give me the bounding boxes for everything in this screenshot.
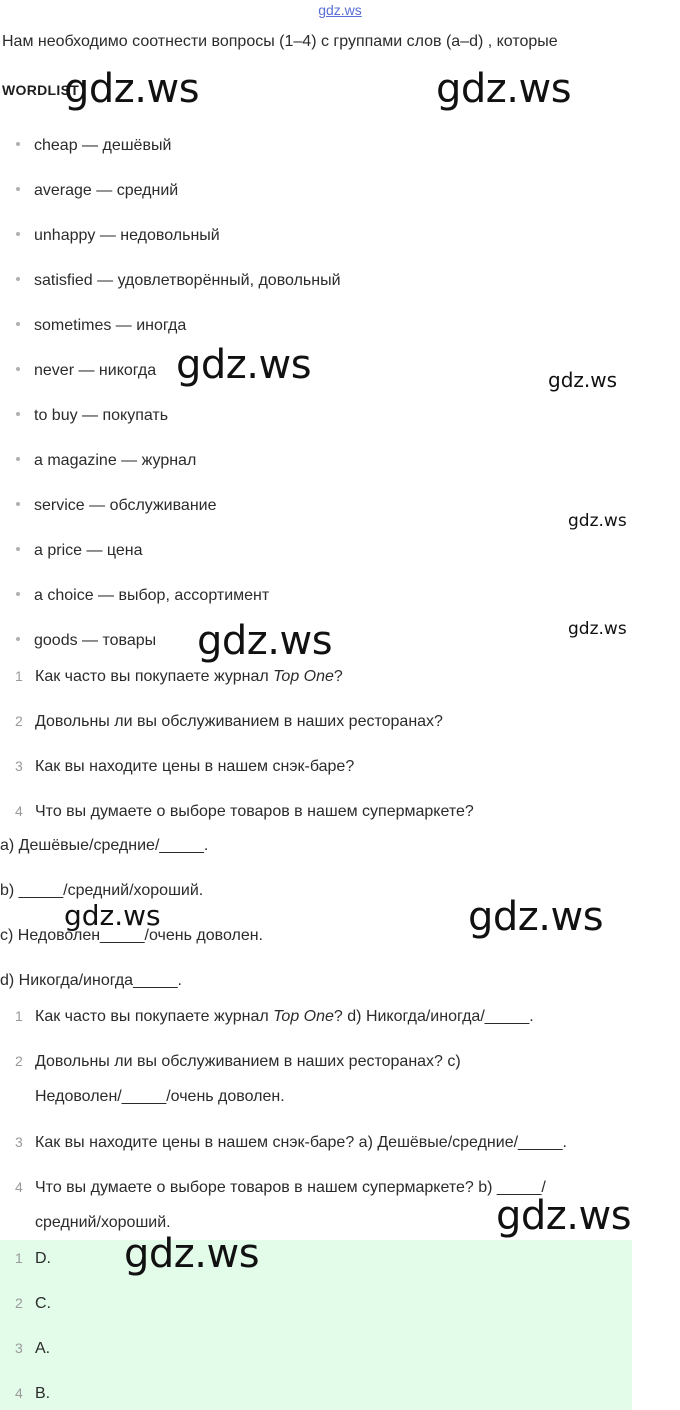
bullet-icon: [16, 187, 20, 191]
matched-item-continuation: Недоволен/_____/очень доволен.: [35, 1088, 285, 1105]
list-item: a price — цена: [16, 539, 143, 563]
watermark: gdz.ws: [197, 618, 333, 664]
watermark: gdz.ws: [124, 1231, 260, 1277]
wordlist-heading: WORDLIST: [2, 82, 80, 98]
answer-item: 3 A.: [15, 1340, 51, 1357]
question-item: 4 Что вы думаете о выборе товаров в нашем супермаркете?: [15, 803, 474, 820]
bullet-icon: [16, 502, 20, 506]
bullet-icon: [16, 367, 20, 371]
list-item: average — средний: [16, 179, 178, 203]
intro-text: Нам необходимо соотнести вопросы (1–4) с группами слов (a–d) , которые: [2, 33, 558, 50]
matched-item: 2 Довольны ли вы обслуживанием в наших ресторанах? c): [15, 1053, 461, 1070]
watermark: gdz.ws: [176, 342, 312, 388]
question-item: 3 Как вы находите цены в нашем снэк-баре?: [15, 758, 355, 775]
bullet-icon: [16, 592, 20, 596]
answer-item: 1 D.: [15, 1250, 51, 1267]
question-item: 2 Довольны ли вы обслуживанием в наших ресторанах?: [15, 713, 443, 730]
list-item: cheap — дешёвый: [16, 134, 171, 158]
question-item: 1 Как часто вы покупаете журнал Top One?: [15, 668, 343, 685]
bullet-icon: [16, 457, 20, 461]
answer-item: 2 C.: [15, 1295, 51, 1312]
list-item: service — обслуживание: [16, 494, 217, 518]
list-item: satisfied — удовлетворённый, довольный: [16, 269, 341, 293]
option-item: c) Недоволен_____/очень доволен.: [0, 927, 263, 944]
list-item: unhappy — недовольный: [16, 224, 220, 248]
watermark: gdz.ws: [568, 511, 627, 531]
matched-item: 1 Как часто вы покупаете журнал Top One? d) Никогда/иногда/_____.: [15, 1008, 534, 1025]
bullet-icon: [16, 547, 20, 551]
answer-item: 4 B.: [15, 1385, 51, 1402]
watermark: gdz.ws: [548, 368, 618, 392]
option-item: b) _____/средний/хороший.: [0, 882, 204, 899]
bullet-icon: [16, 322, 20, 326]
answers-panel: [0, 1240, 632, 1410]
watermark: gdz.ws: [436, 66, 572, 112]
bullet-icon: [16, 142, 20, 146]
site-link[interactable]: gdz.ws: [318, 2, 362, 18]
matched-item-continuation: средний/хороший.: [35, 1214, 171, 1231]
bullet-icon: [16, 232, 20, 236]
matched-item: 4 Что вы думаете о выборе товаров в нашем супермаркете? b) _____/: [15, 1179, 546, 1196]
option-item: d) Никогда/иногда_____.: [0, 972, 182, 989]
matched-item: 3 Как вы находите цены в нашем снэк-баре? a) Дешёвые/средние/_____.: [15, 1134, 567, 1151]
list-item: never — никогда: [16, 359, 156, 383]
list-item: goods — товары: [16, 629, 156, 653]
bullet-icon: [16, 637, 20, 641]
list-item: a magazine — журнал: [16, 449, 196, 473]
list-item: to buy — покупать: [16, 404, 168, 428]
watermark: gdz.ws: [468, 894, 604, 940]
watermark: gdz.ws: [64, 66, 200, 112]
watermark: gdz.ws: [568, 619, 627, 639]
list-item: a choice — выбор, ассортимент: [16, 584, 269, 608]
bullet-icon: [16, 277, 20, 281]
option-item: a) Дешёвые/средние/_____.: [0, 837, 209, 854]
watermark: gdz.ws: [496, 1193, 632, 1239]
bullet-icon: [16, 412, 20, 416]
list-item: sometimes — иногда: [16, 314, 186, 338]
watermark: gdz.ws: [64, 899, 161, 932]
